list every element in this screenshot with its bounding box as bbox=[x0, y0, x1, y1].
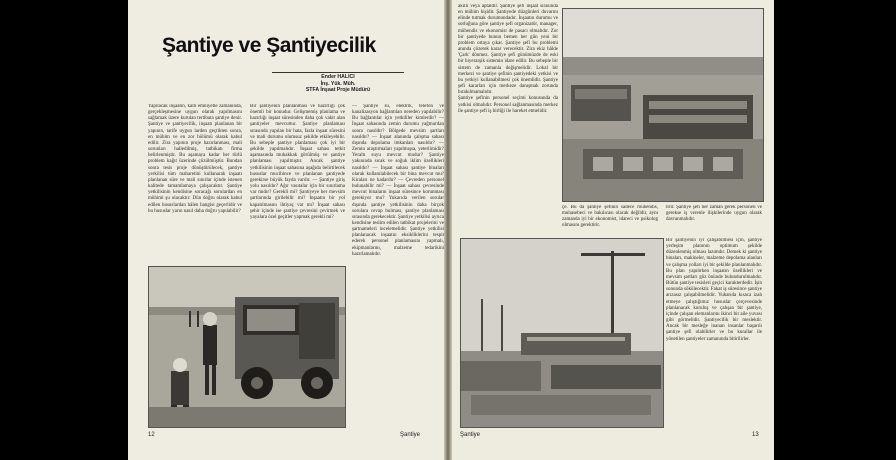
left-col-3-text: — Şantiye su, elektrik, telefon ve kanalizasyon bağlantıları nereden yapılabilir? Bu bağlantılar için yetkililer kimlerdir? — İnşaat sahasında zemin durumu yağmurdan sonra nasıldır? Bölgede mevsim şartları nasıldır? — İnşaat alanında çalışma sahası dışında depolama imkanları nasıldır? — Zemin araştırmaları yapılmışsa, yeterlimidir? Yeraltı suyu mevcut mudur? Şantiye yakınında sıcak ve soğuk iklim özellikleri nasıldır? — İnşaat sahası şantiye binaları olarak kullanılabilecek bir bina mevcut mu? Kiraları ne kadardır? — Çevreden personel bulunabilir mi? — İnşaat sahası çevresinde mevcut binaların inşaat süresince korunması gerekiyor mu? Yukarıda verilen sorular dışında şantiye yetkilisinin daha birçok sorulara cevap bulması, şantiye planlaması sırasında gerekecektir. Şantiye yetkilisi ayrıca kendisine teslim edilen tatbikat projelerini ve şartnameleri incelemelidir. Şantiye yetkilisi planlanacak inşaatın eksikliklerini tespit ederek personel planlamasını yapmalı, ekipmanlarını, malzeme tedarikini hazırlamalıdır. bbox=[352, 104, 444, 257]
right-col-3-top-text: tirir. Şantiye şefi her zaman gerek personeli ve gerekse iş verenle ilişkilerinde uygun olarak davranmalıdır. bbox=[666, 205, 762, 223]
left-page bbox=[128, 0, 444, 460]
right-page bbox=[452, 0, 774, 460]
workers-truck-image bbox=[149, 267, 345, 427]
author-name: Ender HALICI bbox=[321, 74, 355, 80]
right-col-1-cont-text: Şantiye şefinin personel seçimi konusunda da yetkisi olmalıdır. Personel sağlanmasında merkez ile şantiye şefi iş birliği ile hareket etmelidir. bbox=[458, 96, 558, 114]
left-magazine-name: Şantiye bbox=[400, 432, 421, 438]
left-col-1 bbox=[148, 104, 242, 262]
right-magazine-name: Şantiye bbox=[460, 432, 481, 438]
workers-truck-photo bbox=[148, 266, 346, 428]
byline-rule bbox=[272, 72, 404, 73]
right-col-3-text: Bir şantiyenin iyi çalışabilmesi için, şantiye yerleşim planının optimum şekilde düzenlenmiş olması lazımdır. Demek ki şantiye binaları, makineler, malzeme depolama alanları ve çalışma yolları iyi bir şekilde planlanmalıdır. Bu plan yapılırken inşaatın özellikleri ve mevsim şartları göz önünde bulundurulmalıdır. Bütün şantiye tesisleri geçici karakterdedir. İşin sonunda sökülecektir. Fakat iş süresince şantiye arızasız çalışabilmelidir. Yukarıda kısaca izah etmeye çalıştığımız hususlar çerçevesinde planlanacak kuruluş ve çalışan bir şantiye, içinde çalışan elemanlarını ikinci bir aile yuvası gibi görmelidir. Şantiyecilik bir meslektir. Ancak bir mesleğe inanan insanlar başarılı şantiye şefi olabilirler ve bu kurallar ile yönetilen şantiyeler zamanında bitirilirler. bbox=[666, 238, 762, 342]
right-col-3-top bbox=[666, 205, 762, 235]
crane-site-photo bbox=[460, 238, 664, 428]
byline bbox=[268, 72, 408, 94]
left-page-number: 12 bbox=[148, 432, 155, 438]
right-col-3 bbox=[666, 238, 762, 428]
right-page-number: 13 bbox=[752, 432, 759, 438]
author-affiliation: STFA İnşaat Proje Müdürü bbox=[305, 87, 371, 94]
book-gutter bbox=[444, 0, 452, 460]
right-col-1 bbox=[458, 4, 558, 204]
left-col-2-text: Bir şantiyenin planlanması ve hazırlığı çok önemli bir konudur. Gelişmemiş planlama ve hazırlığı inşaat süresinden daha çok vakit alan şantiyeler mevcuttur. Şantiye planlaması sırasında yapılan bir hata, fazla inşaat süresini ve mali durumu olumsuz şekilde etkileyebilir. Bu sebeple şantiye planlaması çok iyi bir şekilde yapılmalıdır. İnşaat sahası tetkit aşamasında muhakkak görülmüş ve şantiye planlaması yapılmıştır. Ancak şantiye yetkilisinin inşaat sahasına aşağıda belirtilecek hususlar mucibince ve planlanan şantiyede gerekirse büyük fayda vardır. — Şantiye giriş yolu nasıldır? Ağır vasıtalar için bir sınırlama var mıdır? Gerekli mi? Şantiyeye her mevsim şartlarında girilebilir mi? İnşaatın bir yol kapatılmasını ihtiyaç var mı? İnşaat sahası şehir içinde ise şantiye çevresini çevirmek ve yayalara özel geçitler yapmak gerekli mi? bbox=[250, 104, 345, 220]
crane-site-image bbox=[461, 239, 663, 427]
site-buildings-photo bbox=[562, 8, 764, 202]
right-col-2-top bbox=[562, 205, 658, 235]
right-col-1-text: akıllı veya aptaldır. Şantiye şefi inşaat sırasında en mühim kişidir. Şantiyede düzgünleri duvarını elinde tutmak durumundadır. İnşaatın durumu ve sorluğuna göre şantiye şefi organizatör, manager, mühendis ve ekonomist de pasacı olmalıdır. Zor bir şantiyede bunun bemen her gün yeni bir problem ortaya çıkar. Şantiye şefi bu problemi anında çözerek karar verecektir. Zira ekiz hâlde 'Çark' dönmez. Şantiye şefi günümüzde de eski bir hiyerarşik sistemin idare edilir. Bu sebeple bir sistem de zamanla değişmelidir. Lokal bir merkezi ve şantiye şefinin şantiyedeki yetkisi ve bu yetkiyi kullanabilmesi çok önemlidir. Şantiye şefi kararları için merkeze danışmak zorunda bırakılmamalıdır. bbox=[458, 4, 558, 96]
left-col-2 bbox=[250, 104, 345, 262]
left-col-1-text: Yapılacak inşaatın, kalli emniyetle zamanında, gerçekleşmesine uygun olarak yapılmasını sağlamak üzere kurulan tertibata şantiye denir. Şantiye ve şantiyecilik, inşaatı planlanan bir yapının, tarife uygun larden geçtikten sonra, en mühim ve en zor bölümü olarak kabul edilir. Zira yapının proje hazırlanması, mali sorunları halledilmiş, tatbikatı firma belirlenmiştir. Bu aşamaya kadar her türlü problem kağıt üzerinde çözülmüştür. Bundan sonra tesis proje dönüştürülecek, şantiye yerkilisi tüm maharetini kullanarak inşaatı planlanan süre ve mali sınırlar içinde istenen kalitede tamamlamaya çalışacaktır. Şantiye yetkilisinin kendisine soracağı sorulardan en mühimi şu olacaktır: Dün doğru olarak kabul edilen hususlardan hâlen hangisi geçerlidir ve bu hususlar yarın nasıl daha doğru yapılabilir? bbox=[148, 104, 242, 214]
site-buildings-image bbox=[563, 9, 763, 201]
article-title: Şantiye ve Şantiyecilik bbox=[162, 34, 376, 57]
author-title: İnş. Yük. Müh. bbox=[320, 80, 356, 87]
right-col-2-top-text: çe. Bu da şantiye şefinin sadece mühendis, muhasebeci ve bakılıcası olacak değildir, aynı zamanda iyi bir ekonomist, idareci ve psikolog olmasını gerektirir. bbox=[562, 205, 658, 229]
left-col-3 bbox=[352, 104, 444, 426]
